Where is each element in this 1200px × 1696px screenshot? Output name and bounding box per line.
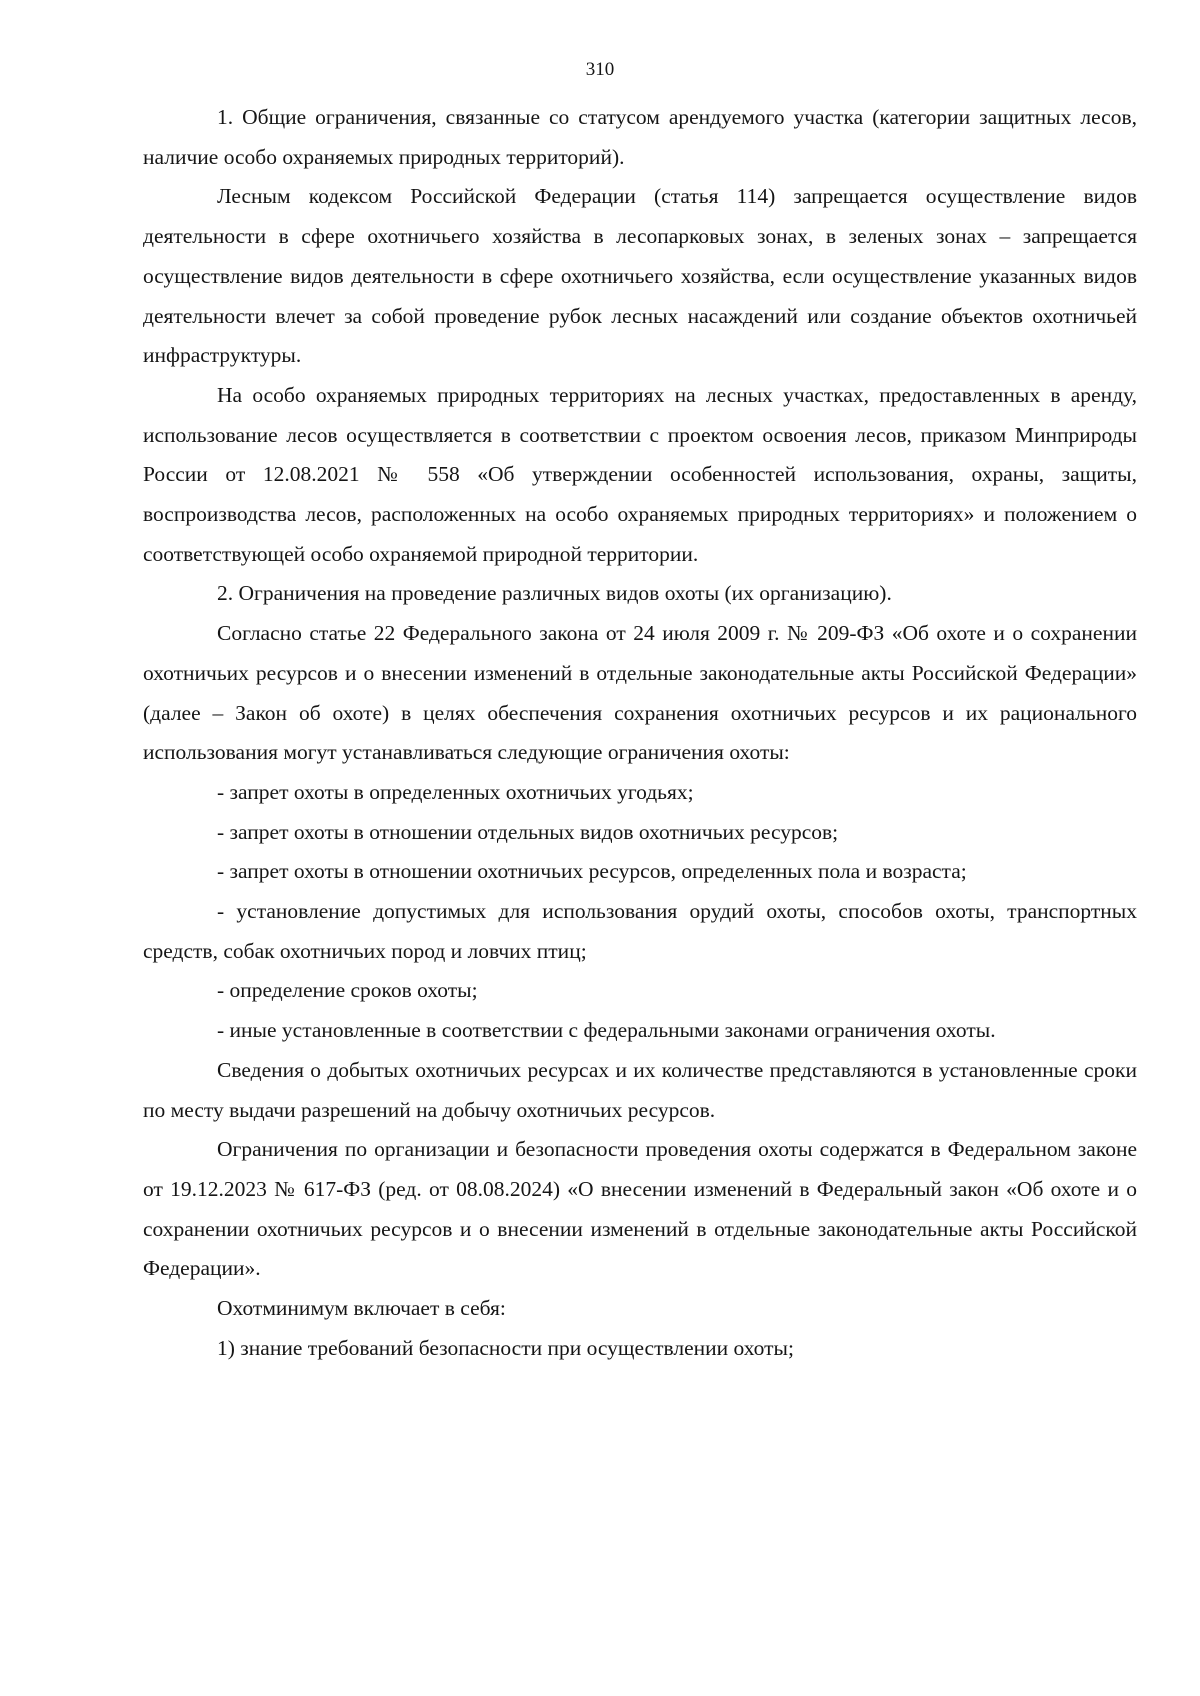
paragraph-hunting-law: Согласно статье 22 Федерального закона от 24 июля 2009 г. № 209-ФЗ «Об охоте и о сохранении охотничьих ресурсов и о внесении изменений в отдельные законодательные акты Российской Федерации» (далее – Закон об охоте) в целях обеспечения сохранения охотничьих ресурсов и их рационального использования могут устанавливаться следующие ограничения охоты: <box>143 621 1137 765</box>
paragraph-hunting-minimum: Охотминимум включает в себя: <box>217 1296 506 1321</box>
paragraph-protected-areas: На особо охраняемых природных территориях на лесных участках, предоставленных в аренду, использование лесов осуществляется в соответствии с проектом освоения лесов, приказом Минприроды России от 12.08.2021 № 558 «Об утверждении особенностей использования, охраны, защиты, воспроизводства лесов, расположенных на особо охраняемых природных территориях» и положением о соответствующей особо охраняемой природной территории. <box>143 382 1137 566</box>
paragraph-hunting-restrictions-heading: 2. Ограничения на проведение различных видов охоты (их организацию). <box>217 581 892 606</box>
list-item: - запрет охоты в определенных охотничьих угодьях; <box>217 779 694 804</box>
list-item: - иные установленные в соответствии с федеральными законами ограничения охоты. <box>217 1018 996 1043</box>
paragraph-forest-code: Лесным кодексом Российской Федерации (статья 114) запрещается осуществление видов деятельности в сфере охотничьего хозяйства в лесопарковых зонах, в зеленых зонах – запрещается осуществление видов деятельности в сфере охотничьего хозяйства, если осуществление указанных видов деятельности влечет за собой проведение рубок лесных насаждений или создание объектов охотничьей инфраструктуры. <box>143 184 1137 368</box>
document-body <box>143 98 1137 1369</box>
paragraph-hunting-reports: Сведения о добытых охотничьих ресурсах и их количестве представляются в установленные сроки по месту выдачи разрешений на добычу охотничьих ресурсов. <box>143 1057 1137 1122</box>
list-item: - запрет охоты в отношении охотничьих ресурсов, определенных пола и возраста; <box>217 859 967 884</box>
page-number: 310 <box>585 59 615 80</box>
list-item: - установление допустимых для использования орудий охоты, способов охоты, транспортных средств, собак охотничьих пород и ловчих птиц; <box>143 899 1137 963</box>
paragraph-general-restrictions: 1. Общие ограничения, связанные со статусом арендуемого участка (категории защитных лесов, наличие особо охраняемых природных территорий). <box>143 105 1137 169</box>
paragraph-safety-law: Ограничения по организации и безопасности проведения охоты содержатся в Федеральном законе от 19.12.2023 № 617-ФЗ (ред. от 08.08.2024) «О внесении изменений в Федеральный закон «Об охоте и о сохранении охотничьих ресурсов и о внесении изменений в отдельные законодательные акты Российской Федерации». <box>143 1137 1137 1281</box>
list-item: 1) знание требований безопасности при осуществлении охоты; <box>217 1335 794 1360</box>
list-item: - запрет охоты в отношении отдельных видов охотничьих ресурсов; <box>217 819 839 844</box>
list-item: - определение сроков охоты; <box>217 978 478 1003</box>
